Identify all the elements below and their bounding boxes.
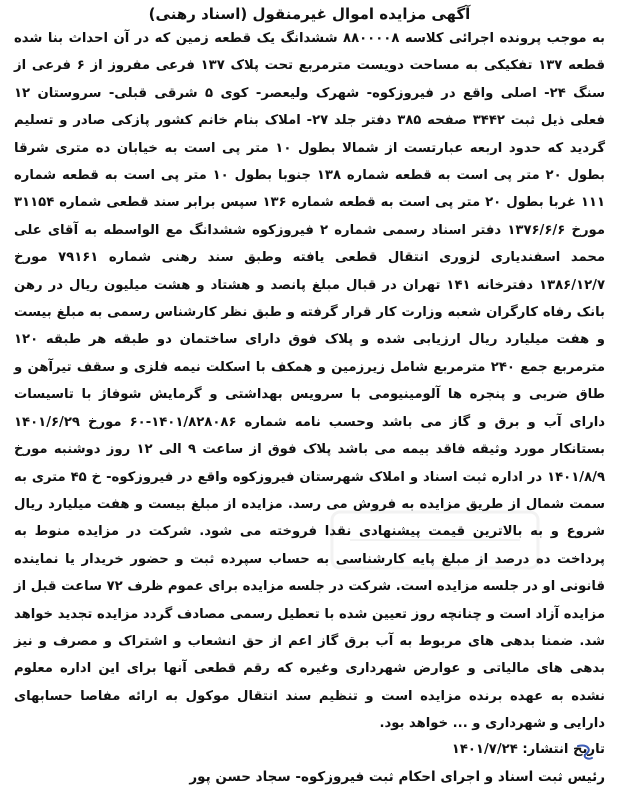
signature-line: رئیس ثبت اسناد و اجرای احکام ثبت فیروزکوه- سجاد حسن پور: [189, 768, 605, 785]
notice-body: به موجب پرونده اجرائی کلاسه ۸۸۰۰۰۰۸ ششدانگ یک قطعه زمین که در آن احداث بنا شده قطعه ۱۳۷ تفکیکی به مساحت دویست مترمربع تحت پلاک ۱۳۷ فرعی مفروز از ۶ فرعی از سنگ ۲۴- اصلی واقع در فیروزکوه- شهرک ولیعصر- کوی ۵ شرقی قبلی- سروستان ۱۲ فعلی ذیل ثبت ۳۴۴۲ صفحه ۳۸۵ دفتر جلد ۲۷- املاک بنام خانم کشور پازکی صادر و تسلیم گردید که حدود اربعه عبارتست از شمالا بطول ۱۰ متر پی است به خیابان ده متری شرقا بطول ۲۰ متر پی است به قطعه شماره ۱۳۸ جنوبا بطول ۱۰ متر پی است به قطعه شماره ۱۱۱ غربا بطول ۲۰ متر پی است به قطعه شماره ۱۳۶ سپس برابر سند قطعی شماره ۳۱۱۵۴ مورخ ۱۳۷۶/۶/۶ دفتر اسناد رسمی شماره ۲ فیروزکوه ششدانگ مع الواسطه به آقای علی محمد اسفندیاری لزوری انتقال قطعی یافته وطبق سند رهنی شماره ۷۹۱۶۱ مورخ ۱۳۸۶/۱۲/۷ دفترخانه ۱۴۱ تهران در قبال مبلغ پانصد و هشتاد و هشت میلیون ریال در رهن بانک رفاه کارگران شعبه وزارت کار قرار گرفته و طبق نظر کارشناس رسمی به مبلغ بیست و هفت میلیارد ریال ارزیابی شده و پلاک فوق دارای ساختمان دو طبقه هر طبقه ۱۲۰ مترمربع جمع ۲۴۰ مترمربع شامل زیرزمین و همکف با اسکلت نیمه فلزی و سقف تیرآهن و طاق ضربی و پنجره ها آلومینیومی با سرویس بهداشتی و گرمایش شوفاژ با تاسیسات دارای آب و برق و گاز می باشد وحسب نامه شماره ۱۴۰۱/۸۲۸۰۸۶-۶۰ مورخ ۱۴۰۱/۶/۲۹ بستانکار مورد وثیقه فاقد بیمه می باشد پلاک فوق از ساعت ۹ الی ۱۲ روز دوشنبه مورخ ۱۴۰۱/۸/۹ در اداره ثبت اسناد و املاک شهرستان فیروزکوه واقع در فیروزکوه- خ ۴۵ متری به سمت شمال از طریق مزایده به فروش می رسد. مزایده از مبلغ بیست و هفت میلیارد ریال شروع و به بالاترین قیمت پیشنهادی نقدا فروخته می شود. شرکت در مزایده منوط به پرداخت ده درصد از مبلغ پایه کارشناسی به حساب سپرده ثبت و حضور خریدار یا نماینده قانونی او در جلسه مزایده است. شرکت در جلسه مزایده برای عموم ظرف ۷۲ ساعت قبل از مزایده آزاد است و چنانچه روز تعیین شده با تعطیل رسمی مصادف گردد مزایده تجدید خواهد شد. ضمنا بدهی های مربوط به آب برق گاز اعم از حق انشعاب و اشتراک و مصرف و نیز بدهی های مالیاتی و عوارض شهرداری وغیره که رقم قطعی آنها برای این اداره معلوم نشده به عهده برنده مزایده است و تنظیم سند انتقال موکول به ارائه مفاصا حسابهای دارایی و شهرداری و ... خواهد بود.: [14, 31, 606, 732]
notice-title: آگهی مزایده اموال غیرمنقول (اسناد رهنی): [148, 5, 471, 23]
publish-date: تاریخ انتشار: ۱۴۰۱/۷/۲۴: [451, 741, 605, 757]
corner-mark-icon: [574, 742, 596, 762]
